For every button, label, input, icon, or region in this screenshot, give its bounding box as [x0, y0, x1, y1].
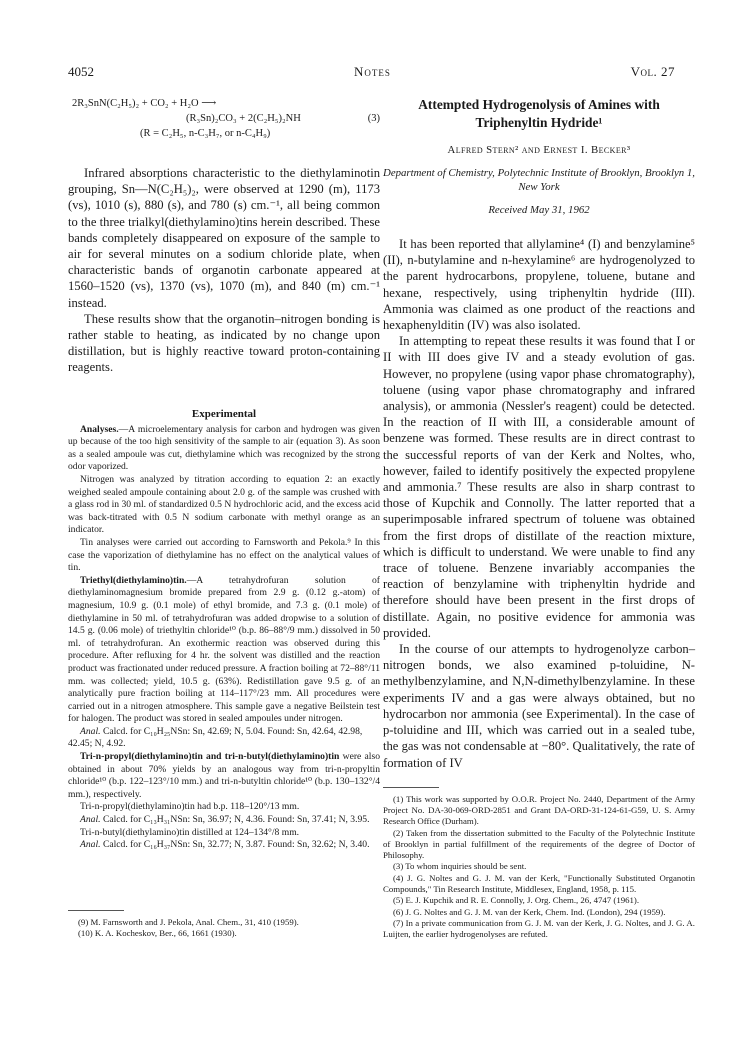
footnote-2: (2) Taken from the dissertation submitted to the Faculty of the Polytechnic Institute of Brooklyn in partial fulfillment of the requirements of the degree of Doctor of Philosophy. — [383, 827, 695, 861]
article-authors: Alfred Stern² and Ernest I. Becker³ — [447, 144, 631, 156]
footnote-rule-left — [68, 910, 124, 911]
analysis-3 — [68, 839, 380, 852]
equation-number: (3) — [367, 113, 380, 124]
footnote-4: (4) J. G. Noltes and G. J. M. van der Kerk, "Functionally Substituted Organotin Compounds," Tin Research Institute, Middlesex, England, 1958, p. 115. — [383, 872, 695, 895]
analyses-heading: Analyses. — [80, 423, 119, 435]
section-header: Notes — [354, 64, 391, 79]
left-column — [68, 96, 380, 939]
footnote-10: (10) K. A. Kocheskov, Ber., 66, 1661 (1930). — [78, 928, 237, 939]
paragraph-infrared: Infrared absorptions characteristic to the diethylaminotin grouping, Sn—N(C₂H₅)₂, were observed at 1290 (m), 1173 (vs), 1010 (s), 880 (s), and 780 (s) cm.⁻¹, all being common to the three trialkyl(diethylamino)tins herein described. These bands completely disappeared on exposure of the sample to air for several minutes on a sodium chloride plate, when characteristic bands of organotin carbonate appeared at 1560–1520 (vs), 1370 (vs), 1070 (m), and 840 (m) cm.⁻¹ instead. — [68, 166, 380, 310]
right-column — [383, 96, 695, 941]
footnote-6: (6) J. G. Noltes and G. J. M. van der Kerk, Chem. Ind. (London), 294 (1959). — [393, 906, 666, 917]
equation-line-3: (R = C₂H₅, n-C₃H₇, or n-C₄H₉) — [140, 128, 271, 139]
tripropyl-heading: Tri-n-propyl(diethylamino)tin and tri-n-butyl(diethylamino)tin — [80, 751, 340, 763]
anal-label-3: Anal. — [80, 839, 101, 851]
paragraph-results: These results show that the organotin–nitrogen bonding is rather stable to heating, as indicated by no change upon distillation, but is highly reactive toward proton-containing reagents. — [68, 311, 380, 375]
footnote-rule-right — [383, 787, 439, 788]
analyses-text: —A microelementary analysis for carbon and hydrogen was given up because of the too high sensitivity of the sample to air (equation 3). As soon as a sealed ampoule was cut, diethylamine which was recognized by the strong odor vaporized. — [68, 423, 380, 473]
tin-paragraph: Tin analyses were carried out according to Farnsworth and Pekola.⁹ In this case the vaporization of diethylamine has no effect on the analytical values of tin. — [68, 536, 380, 574]
equation-products: (R₃Sn)₂CO₃ + 2(C₂H₅)₂NH — [186, 113, 301, 124]
paragraph-attempt: In attempting to repeat these results it was found that I or II with III does give IV and a steady evolution of gas. However, no propylene (using vapor phase chromatography), toluene (using vapor phase chromatography and infrared analysis), or ammonia (Nessler's reagent) could be detected. In the reaction of II with III, a considerable amount of benzene was formed. These results are in direct contrast to the successful reports of van der Kerk and Noltes, who, however, failed to identify positively the expected propylene and ammonia.⁷ These results are also in sharp contrast to those of Kupchik and Connolly. The latter reported that a superimposable infrared spectrum of toluene was obtained from the first drops of distillate of the reaction mixture, which is difficult to understand. We were unable to find any trace of toluene. Benzene invariably accompanies the reaction of benzylamine with triphenyltin hydride and therefore should have been present in the first drops of distillate. Again, no positive evidence for ammonia was provided. — [383, 334, 695, 640]
equation-line-2 — [186, 111, 380, 126]
bp-tributyl: Tri-n-butyl(diethylamino)tin distilled at 124–134°/8 mm. — [80, 826, 300, 838]
anal-text-2: Calcd. for C₁₃H₃₁NSn: Sn, 36.97; N, 4.36. Found: Sn, 37.41; N, 3.95. — [102, 814, 370, 826]
paragraph-course: In the course of our attempts to hydrogenolyze carbon–nitrogen bonds, we also examined p-toluidine, N-methylbenzylamine, and N,N-dimethylbenzylamine. In these experiments IV and a gas were always obtained, but no hydrocarbon nor ammonia (see Experimental). In the case of p-toluidine and III, which was carried out in a sealed tube, the gas was not condensable at −80°. Qualitatively, the rate of formation of IV — [383, 642, 695, 770]
page-number: 4052 — [68, 64, 94, 79]
experimental-heading: Experimental — [191, 407, 257, 420]
equation-line-1: 2R₃SnN(C₂H₅)₂ + CO₂ + H₂O ⟶ — [72, 98, 217, 109]
analyses-paragraph — [68, 424, 380, 474]
nitrogen-paragraph: Nitrogen was analyzed by titration according to equation 2: an exactly weighed sealed ampoule containing about 2.0 g. of the sample was crushed with a glass rod in 30 ml. of standardized 0.5 N hydrochloric acid, and the excess acid was back-titrated with 0.5 N sodium carbonate with methyl orange as an indicator. — [68, 474, 380, 536]
anal-text-3: Calcd. for C₁₆H₃₇NSn: Sn, 32.77; N, 3.87. Found: Sn, 32.62; N, 3.40. — [102, 839, 370, 851]
anal-label-1: Anal. — [80, 725, 101, 737]
analysis-2 — [68, 814, 380, 827]
footnote-3: (3) To whom inquiries should be sent. — [393, 861, 527, 872]
triethyl-heading: Triethyl(diethylamino)tin. — [80, 574, 187, 586]
footnote-5: (5) E. J. Kupchik and R. E. Connolly, J. Org. Chem., 26, 4747 (1961). — [393, 895, 640, 906]
equation-3 — [68, 96, 380, 141]
anal-text-1: Calcd. for C₁₀H₂₅NSn: Sn, 42.69; N, 5.04. Found: Sn, 42.64, 42.98, 42.45; N, 4.92. — [68, 725, 363, 750]
anal-label-2: Anal. — [80, 814, 101, 826]
footnote-9: (9) M. Farnsworth and J. Pekola, Anal. Chem., 31, 410 (1959). — [78, 916, 299, 927]
analysis-1 — [68, 726, 380, 751]
paragraph-intro: It has been reported that allylamine⁴ (I) and benzylamine⁵ (II), n-butylamine and n-hexylamine⁶ are hydrogenolyzed to the parent hydrocarbons, propylene, toluene, butane and hexane, respectively, using triphenyltin hydride (III). Ammonia was claimed as one product of the reactions and hexaphenylditin (IV) was also isolated. — [383, 237, 695, 333]
tripropyl-paragraph — [68, 751, 380, 801]
bp-tripropyl: Tri-n-propyl(diethylamino)tin had b.p. 118–120°/13 mm. — [80, 801, 300, 813]
footnote-1: (1) This work was supported by O.O.R. Project No. 2440, Department of the Army Project No. DA-30-069-ORD-2851 and Grant DA-ORD-31-124-61-G59, U. S. Army Research Office (Durham). — [383, 793, 695, 827]
article-title: Attempted Hydrogenolysis of Amines with Triphenyltin Hydride¹ — [418, 97, 660, 130]
footnote-7: (7) In a private communication from G. J. M. van der Kerk, J. G. Noltes, and J. G. A. Luijten, the earlier hydrogenolyses are refuted. — [383, 917, 695, 940]
received-date: Received May 31, 1962 — [488, 204, 590, 216]
triethyl-paragraph — [68, 575, 380, 726]
volume-label: Vol. 27 — [630, 64, 675, 79]
triethyl-text: —A tetrahydrofuran solution of diethylaminomagnesium bromide prepared from 2.9 g. (0.12 g.-atom) of magnesium, 10.9 g. (0.1 mole) of ethyl bromide, and 7.3 g. (0.1 mole) of diethylamine in 50 ml. of tetrahydrofuran was added dropwise to a solution of 14.5 g. (0.06 mole) of triethyltin chloride¹⁰ (b.p. 86–88°/9 mm.) dissolved in 50 ml. of tetrahydrofuran. An exothermic reaction was observed during this procedure. After refluxing for 4 hr. the solvent was distilled and the reaction product was fractionated under reduced pressure. A fraction boiling at 72–88°/11 mm. was collected; yield, 10.5 g. (63%). Redistillation gave 9.5 g. of an analytically pure fraction boiling at 114–117°/23 mm. All procedures were carried out in a nitrogen atmosphere. This sample gave a negative Beilstein test for halogen. The product was stored in sealed ampoules under nitrogen. — [68, 574, 380, 725]
article-affiliation: Department of Chemistry, Polytechnic Institute of Brooklyn, Brooklyn 1, New York — [383, 167, 695, 193]
tripropyl-text: were also obtained in about 70% yields by an analogous way from tri-n-propyltin chloride¹⁰ (b.p. 122–123°/10 mm.) and tri-n-butyltin chloride¹⁰ (b.p. 130–132°/4 mm.), respectively. — [68, 751, 380, 800]
